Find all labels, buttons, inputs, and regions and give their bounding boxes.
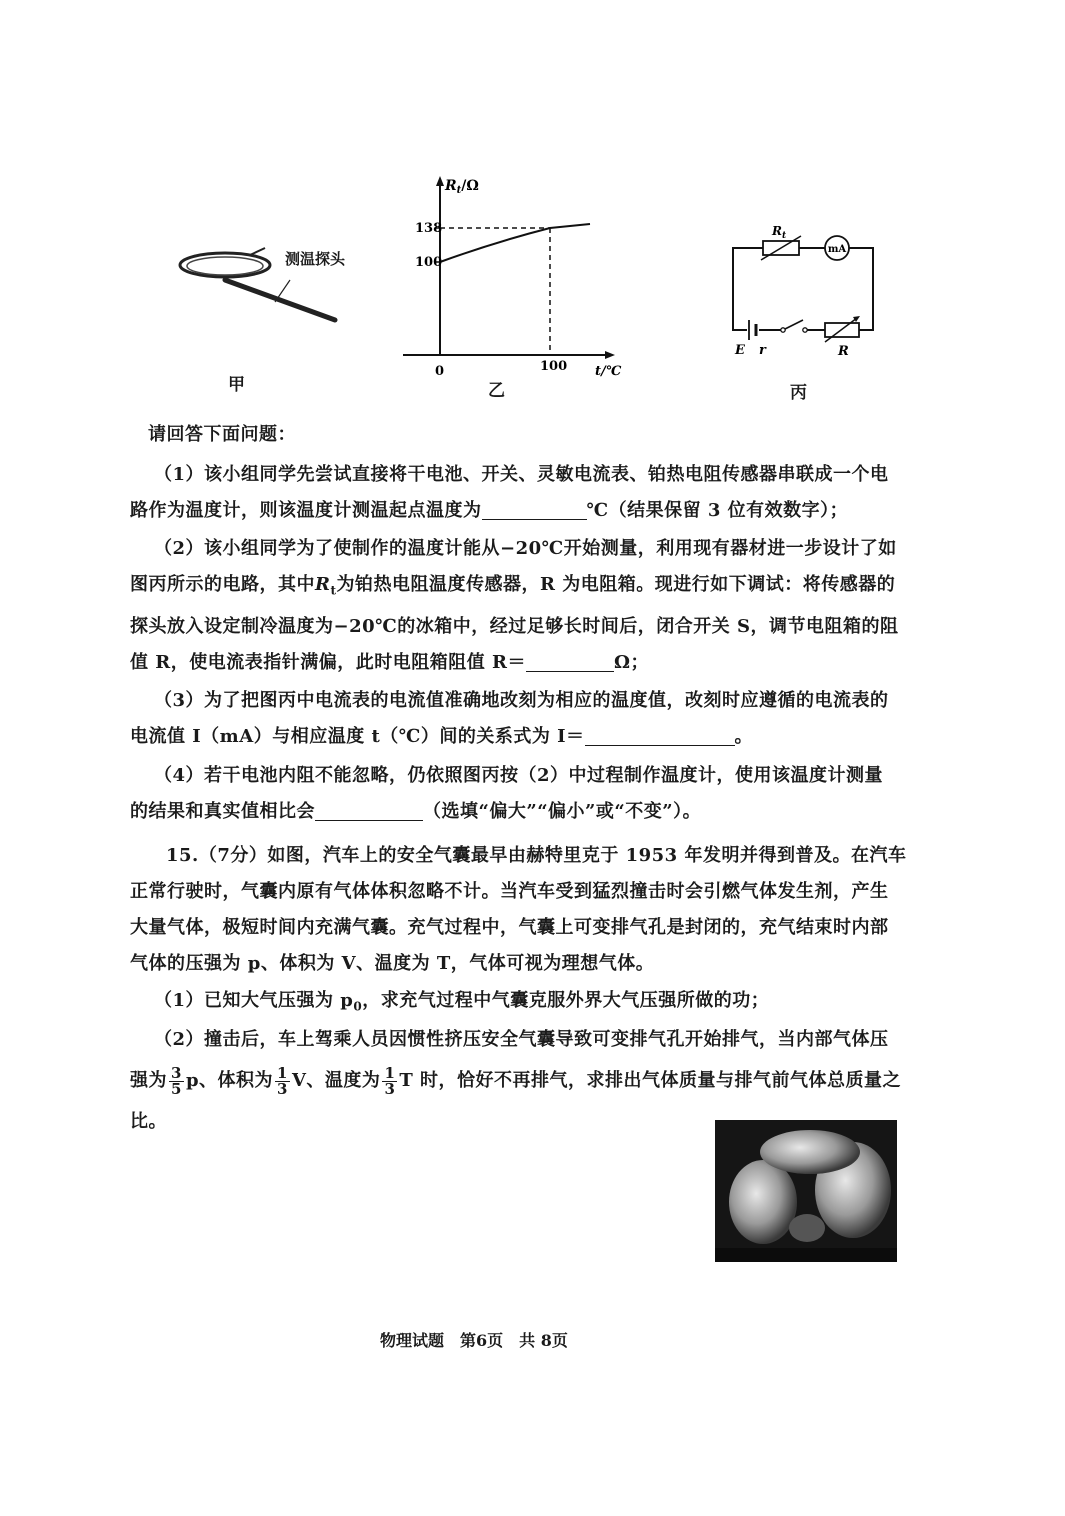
q2-line-d: 值 R，使电流表指针满偏，此时电阻箱阻值 R＝ Ω； [130, 651, 649, 673]
question-2 [130, 531, 930, 681]
dashboard-vent [789, 1214, 825, 1242]
battery-r-label: r [759, 343, 766, 358]
figure-bing-label: 丙 [790, 383, 807, 403]
y-axis-label: $R_t/\Omega$ [445, 178, 479, 196]
question-4 [130, 758, 930, 830]
answer-blank-q4[interactable] [315, 800, 423, 821]
probe-rod [225, 280, 335, 320]
q1-line-a: （1）该小组同学先尝试直接将干电池、开关、灵敏电流表、铂热电阻传感器串联成一个电 [154, 464, 889, 485]
q3-line-b: 电流值 I（mA）与相应温度 t（℃）间的关系式为 I＝ 。 [130, 726, 754, 747]
airbag-top [760, 1130, 860, 1174]
y-axis-arrow [436, 176, 444, 186]
figure-jia-label: 甲 [228, 375, 245, 395]
problem-15-sub-1: （1）已知大气压强为 $p_0$，求充气过程中气囊克服外界大气压强所做的功； [154, 990, 770, 1014]
figure-yi-label: 乙 [488, 381, 505, 401]
p15-sub2-line-a: （2）撞击后，车上驾乘人员因惯性挤压安全气囊导致可变排气孔开始排气，当内部气体压 [154, 1029, 889, 1050]
fraction-1-3-volume: $\frac{1}{3}$ [277, 1063, 288, 1098]
p15-line-2: 正常行驶时，气囊内原有气体体积忽略不计。当汽车受到猛烈撞击时会引燃气体发生剂，产生 [130, 881, 889, 902]
answer-blank-q2[interactable] [526, 651, 614, 672]
question-3 [130, 683, 930, 755]
answer-blank-q1[interactable] [482, 499, 587, 520]
origin-label: 0 [435, 364, 445, 379]
fraction-3-5: $\frac{3}{5}$ [171, 1063, 182, 1098]
questions-intro: 请回答下面问题： [148, 424, 296, 445]
p15-sub2-line-b: 强为 $\frac{3}{5}$ p、体积为 $\frac{1}{3}$ V、温度为 $\frac{1}{3}$ T 时，恰好不再排气，求排出气体质量与排气前气体总质量之 [130, 1063, 902, 1098]
battery-e-label: E [735, 343, 745, 358]
p15-sub2-line-c: 比。 [130, 1111, 167, 1132]
sensor-rt-label: $R_t$ [772, 224, 787, 241]
question-1 [130, 457, 930, 529]
figure-bing-circuit [725, 220, 885, 365]
airbag-photo [715, 1120, 897, 1262]
q2-line-b: 图丙所示的电路，其中$R_t$为铂热电阻温度传感器，R 为电阻箱。现进行如下调试：将传感器的 [130, 574, 896, 598]
figure-yi-graph [395, 170, 635, 385]
dashboard-lower [715, 1248, 897, 1262]
circuit-loop [733, 248, 873, 330]
ammeter-label: mA [827, 244, 847, 255]
airbag-left [729, 1160, 797, 1244]
probe-wire-end [250, 248, 265, 255]
x-tick-label-100: 100 [540, 359, 568, 374]
problem-15 [130, 838, 930, 982]
x-axis-label: t/℃ [595, 364, 622, 379]
answer-blank-q3[interactable] [585, 725, 735, 746]
fraction-1-3-temperature: $\frac{1}{3}$ [384, 1063, 396, 1098]
p15-line-4: 气体的压强为 p、体积为 V、温度为 T，气体可视为理想气体。 [130, 953, 655, 974]
y-tick-label-100: 100 [415, 255, 443, 270]
q2-line-a: （2）该小组同学为了使制作的温度计能从−20℃开始测量，利用现有器材进一步设计了如 [154, 538, 897, 559]
x-axis-arrow [605, 351, 615, 359]
q1-line-b: 路作为温度计，则该温度计测温起点温度为 ℃（结果保留 3 位有效数字）； [130, 500, 849, 521]
q2-line-c: 探头放入设定制冷温度为−20℃的冰箱中，经过足够长时间后，闭合开关 S，调节电阻箱的阻 [130, 615, 899, 637]
q3-line-a: （3）为了把图丙中电流表的电流值准确地改刻为相应的温度值，改刻时应遵循的电流表的 [154, 690, 889, 711]
probe-label: 测温探头 [285, 250, 346, 268]
q4-line-b: 的结果和真实值相比会 （选填“偏大”“偏小”或“不变”）。 [130, 801, 702, 822]
probe-cable-coil-inner [187, 257, 263, 275]
switch-contact-left [781, 328, 785, 332]
resistor-label: R [838, 344, 849, 359]
series-line-rt [440, 224, 590, 262]
p15-line-1: 15.（7分）如图，汽车上的安全气囊最早由赫特里克于 1953 年发明并得到普及。在汽车 [166, 845, 907, 866]
q4-line-a: （4）若干电池内阻不能忽略，仍依照图丙按（2）中过程制作温度计，使用该温度计测量 [154, 765, 884, 786]
p15-line-3: 大量气体，极短时间内充满气囊。充气过程中，气囊上可变排气孔是封闭的，充气结束时内部 [130, 917, 889, 938]
y-tick-label-138: 138 [415, 221, 443, 236]
switch-contact-right [803, 328, 807, 332]
page-footer: 物理试题 第6页 共 8页 [380, 1331, 568, 1350]
